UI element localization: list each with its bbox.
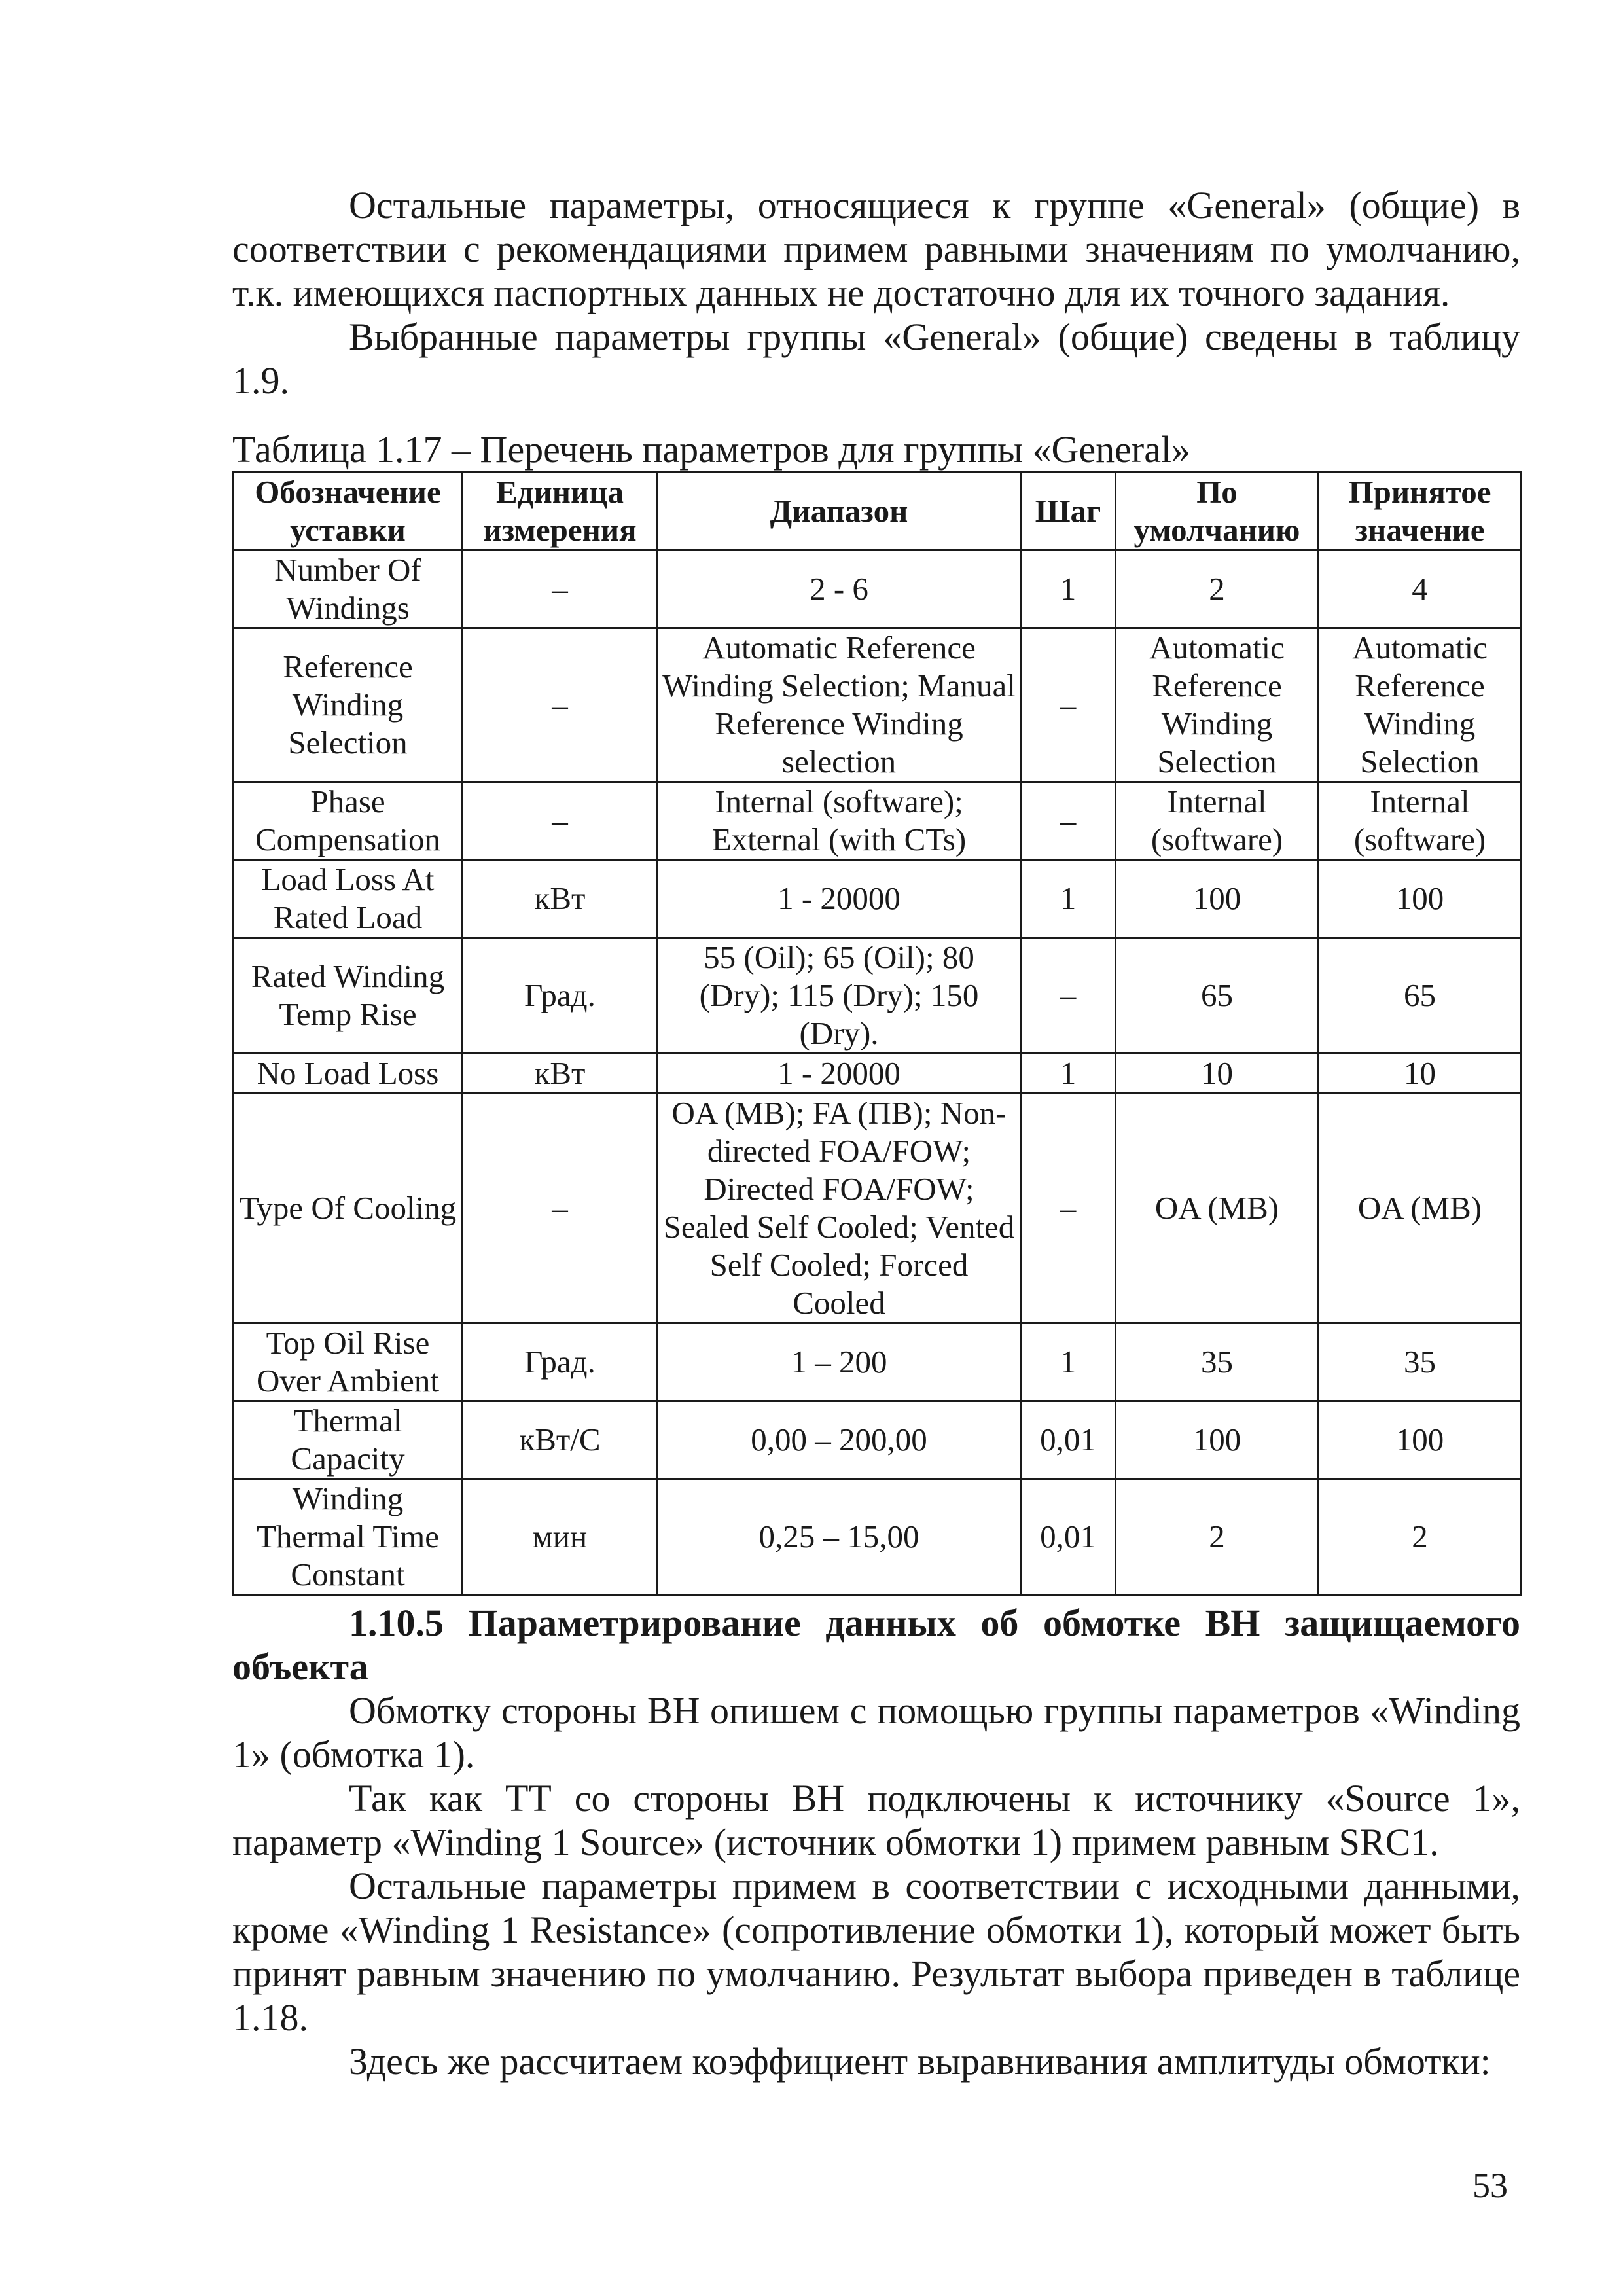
cell-default: OA (МВ): [1116, 1094, 1319, 1323]
cell-range: Automatic Reference Winding Selection; Manual Reference Winding selection: [658, 628, 1021, 782]
cell-unit: –: [463, 1094, 658, 1323]
cell-default: Automatic Reference Winding Selection: [1116, 628, 1319, 782]
intro-paragraph-2: Выбранные параметры группы «General» (общие) сведены в таблицу 1.9.: [232, 315, 1520, 402]
cell-unit: Град.: [463, 1323, 658, 1401]
cell-unit: кВт/С: [463, 1401, 658, 1479]
cell-step: –: [1021, 782, 1116, 860]
table-row: [234, 1323, 1522, 1401]
table-caption: Таблица 1.17 – Перечень параметров для группы «General»: [232, 428, 1191, 471]
cell-range: Internal (software); External (with CTs): [658, 782, 1021, 860]
cell-accepted: 35: [1319, 1323, 1522, 1401]
header-accepted: Принятое значение: [1319, 473, 1522, 550]
cell-unit: Град.: [463, 938, 658, 1054]
cell-designation: Winding Thermal Time Constant: [234, 1479, 463, 1595]
body-paragraph-3: Остальные параметры примем в соответствии с исходными данными, кроме «Winding 1 Resistance» (сопротивление обмотки 1), который может быть принят равным значению по умолчанию. Результат выбора приведен в таблице 1.18.: [232, 1865, 1520, 2039]
cell-designation: Type Of Cooling: [234, 1094, 463, 1323]
section-heading: 1.10.5 Параметрирование данных об обмотке ВН защищаемого объекта: [232, 1602, 1520, 1688]
document-page: [232, 183, 1520, 2083]
body-paragraph-2: Так как ТТ со стороны ВН подключены к источнику «Source 1», параметр «Winding 1 Source» (источник обмотки 1) примем равным SRC1.: [232, 1777, 1520, 1863]
header-unit: Единица измерения: [463, 473, 658, 550]
table-row: [234, 1094, 1522, 1323]
cell-accepted: 65: [1319, 938, 1522, 1054]
cell-step: 0,01: [1021, 1401, 1116, 1479]
cell-range: OA (МВ); FA (ПВ); Non-directed FOA/FOW; Directed FOA/FOW; Sealed Self Cooled; Vented Self Cooled; Forced Cooled: [658, 1094, 1021, 1323]
cell-unit: кВт: [463, 860, 658, 938]
cell-step: 1: [1021, 860, 1116, 938]
cell-accepted: Internal (software): [1319, 782, 1522, 860]
cell-default: 10: [1116, 1054, 1319, 1094]
cell-range: 0,25 – 15,00: [658, 1479, 1021, 1595]
page-number: 53: [1472, 2166, 1508, 2205]
table-row: [234, 1054, 1522, 1094]
cell-designation: Phase Compensation: [234, 782, 463, 860]
header-designation: Обозначение уставки: [234, 473, 463, 550]
cell-step: –: [1021, 1094, 1116, 1323]
cell-default: 2: [1116, 550, 1319, 628]
header-default: По умолчанию: [1116, 473, 1319, 550]
table-row: [234, 628, 1522, 782]
cell-step: 1: [1021, 1054, 1116, 1094]
cell-unit: –: [463, 550, 658, 628]
cell-range: 2 - 6: [658, 550, 1021, 628]
cell-designation: Load Loss At Rated Load: [234, 860, 463, 938]
cell-range: 1 – 200: [658, 1323, 1021, 1401]
table-row: [234, 860, 1522, 938]
table-row: [234, 1401, 1522, 1479]
cell-designation: Number Of Windings: [234, 550, 463, 628]
cell-step: 0,01: [1021, 1479, 1116, 1595]
cell-default: 100: [1116, 860, 1319, 938]
cell-default: Internal (software): [1116, 782, 1319, 860]
cell-range: 55 (Oil); 65 (Oil); 80 (Dry); 115 (Dry); 150 (Dry).: [658, 938, 1021, 1054]
cell-accepted: 4: [1319, 550, 1522, 628]
cell-default: 65: [1116, 938, 1319, 1054]
header-range: Диапазон: [658, 473, 1021, 550]
cell-step: 1: [1021, 550, 1116, 628]
body-paragraph-1: Обмотку стороны ВН опишем с помощью группы параметров «Winding 1» (обмотка 1).: [232, 1689, 1520, 1776]
cell-range: 1 - 20000: [658, 1054, 1021, 1094]
cell-unit: кВт: [463, 1054, 658, 1094]
cell-default: 35: [1116, 1323, 1319, 1401]
cell-accepted: Automatic Reference Winding Selection: [1319, 628, 1522, 782]
cell-range: 1 - 20000: [658, 860, 1021, 938]
cell-designation: Reference Winding Selection: [234, 628, 463, 782]
cell-step: –: [1021, 628, 1116, 782]
cell-accepted: 2: [1319, 1479, 1522, 1595]
body-paragraph-4: Здесь же рассчитаем коэффициент выравнивания амплитуды обмотки:: [349, 2040, 1491, 2083]
cell-designation: No Load Loss: [234, 1054, 463, 1094]
table-header-row: [234, 473, 1522, 550]
cell-unit: мин: [463, 1479, 658, 1595]
cell-unit: –: [463, 782, 658, 860]
cell-unit: –: [463, 628, 658, 782]
intro-paragraph-1: Остальные параметры, относящиеся к группе «General» (общие) в соответствии с рекомендациями примем равными значениям по умолчанию, т.к. имеющихся паспортных данных не достаточно для их точного задания.: [232, 184, 1520, 314]
cell-step: 1: [1021, 1323, 1116, 1401]
table-row: [234, 782, 1522, 860]
cell-step: –: [1021, 938, 1116, 1054]
cell-accepted: 10: [1319, 1054, 1522, 1094]
parameters-table: [232, 471, 1522, 1596]
header-step: Шаг: [1021, 473, 1116, 550]
cell-default: 2: [1116, 1479, 1319, 1595]
cell-accepted: 100: [1319, 1401, 1522, 1479]
cell-designation: Rated Winding Temp Rise: [234, 938, 463, 1054]
table-row: [234, 1479, 1522, 1595]
table-row: [234, 550, 1522, 628]
table-row: [234, 938, 1522, 1054]
cell-default: 100: [1116, 1401, 1319, 1479]
cell-designation: Thermal Capacity: [234, 1401, 463, 1479]
cell-designation: Top Oil Rise Over Ambient: [234, 1323, 463, 1401]
cell-accepted: 100: [1319, 860, 1522, 938]
cell-range: 0,00 – 200,00: [658, 1401, 1021, 1479]
cell-accepted: OA (МВ): [1319, 1094, 1522, 1323]
